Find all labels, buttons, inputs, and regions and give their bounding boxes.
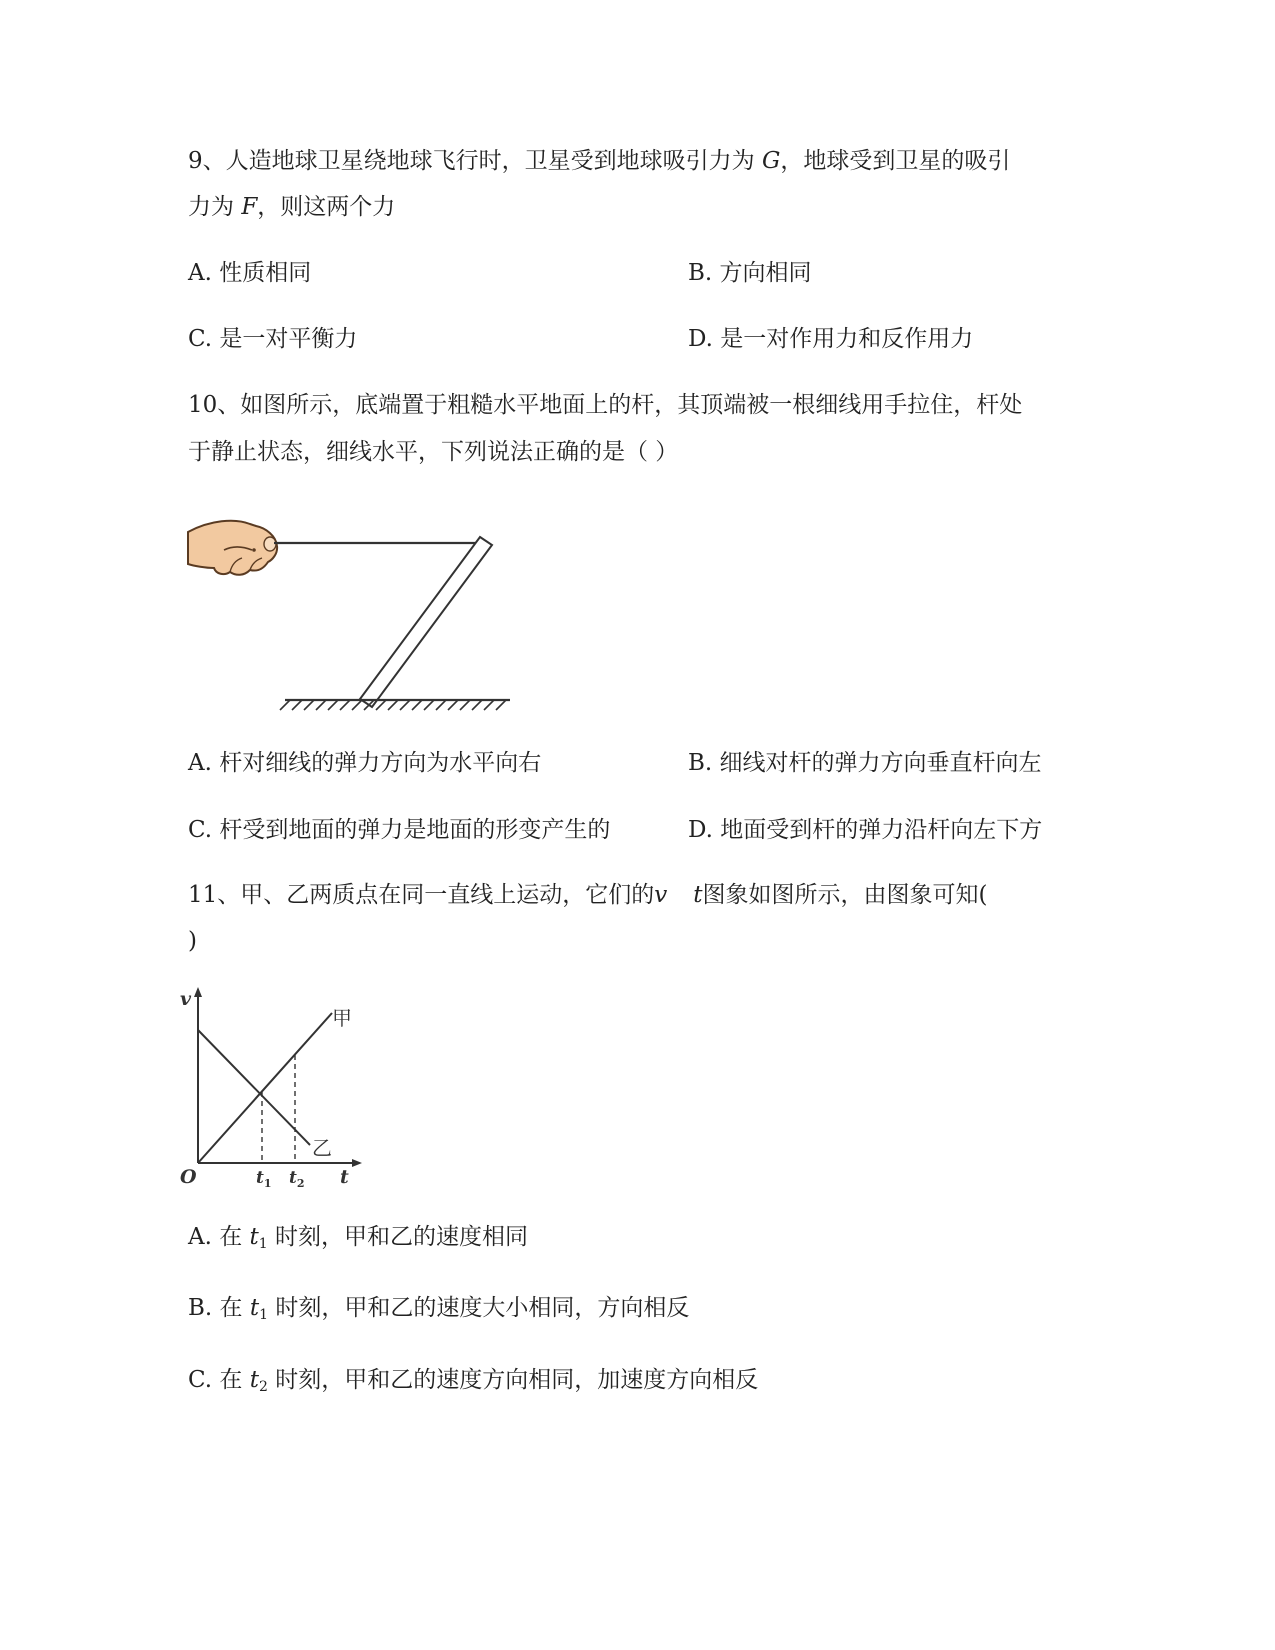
q9-stem-middle: ，地球受到卫星的吸引: [780, 148, 1011, 174]
q11-option-c-var: t: [249, 1367, 259, 1393]
q9-var-f: F: [241, 194, 258, 220]
q11-option-b-var: t: [249, 1295, 260, 1321]
q11-stem-line1: [188, 880, 988, 910]
q11-vt-graph: [180, 985, 380, 1200]
t-axis-arrow-icon: [352, 1159, 362, 1167]
rod: [360, 537, 492, 707]
q9-option-d[interactable]: D. 是一对作用力和反作用力: [688, 326, 974, 352]
q9-option-c[interactable]: C. 是一对平衡力: [188, 326, 358, 352]
q9-stem-line1: [188, 146, 1010, 176]
q11-option-c-sub: 2: [258, 1379, 268, 1395]
q11-var-v: v: [654, 882, 668, 908]
q10-stem-line1: 10、如图所示，底端置于粗糙水平地面上的杆，其顶端被一根细线用手拉住，杆处: [188, 392, 1023, 418]
q11-option-c[interactable]: [188, 1365, 758, 1402]
q11-var-t: t: [693, 882, 703, 908]
q11-option-c-prefix: C. 在: [188, 1367, 250, 1393]
q11-option-a[interactable]: [188, 1222, 528, 1259]
q10-option-b[interactable]: B. 细线对杆的弹力方向垂直杆向左: [688, 750, 1042, 776]
q9-var-g: G: [761, 148, 781, 174]
series-yi-label: 乙: [312, 1136, 332, 1160]
q11-option-b[interactable]: [188, 1293, 689, 1330]
t2-tick-label: $t_2$: [289, 1168, 305, 1190]
q11-stem-prefix: 11、甲、乙两质点在同一直线上运动，它们的: [188, 882, 655, 908]
q10-option-d[interactable]: D. 地面受到杆的弹力沿杆向左下方: [688, 817, 1043, 843]
q11-stem-suffix: 图象如图所示，由图象可知(: [702, 882, 988, 908]
axis-t-label: t: [340, 1166, 349, 1188]
q10-stem-line2: 于静止状态，细线水平，下列说法正确的是（ ）: [188, 439, 679, 465]
t1-tick-label: $t_1$: [256, 1168, 272, 1190]
axis-v-label: v: [180, 988, 192, 1010]
q11-option-b-sub: 1: [259, 1307, 269, 1323]
q11-option-c-suffix: 时刻，甲和乙的速度方向相同，加速度方向相反: [267, 1367, 759, 1393]
q11-option-b-prefix: B. 在: [188, 1295, 250, 1321]
hand-icon: [188, 521, 277, 575]
q9-option-a[interactable]: A. 性质相同: [188, 260, 312, 286]
ground-hatching: [280, 700, 506, 710]
q10-option-c[interactable]: C. 杆受到地面的弹力是地面的形变产生的: [188, 817, 611, 843]
q9-stem-prefix: 9、人造地球卫星绕地球飞行时，卫星受到地球吸引力为: [188, 148, 762, 174]
q11-option-a-suffix: 时刻，甲和乙的速度相同: [267, 1224, 529, 1250]
origin-label: O: [180, 1166, 197, 1188]
series-yi-line: [198, 1030, 310, 1145]
q11-option-b-suffix: 时刻，甲和乙的速度大小相同，方向相反: [268, 1295, 690, 1321]
q11-option-a-var: t: [249, 1224, 259, 1250]
v-axis-arrow-icon: [194, 987, 202, 997]
series-jia-label: 甲: [332, 1006, 352, 1030]
q11-stem-line2: ): [188, 928, 197, 954]
q11-option-a-prefix: A. 在: [188, 1224, 250, 1250]
q11-option-a-sub: 1: [258, 1236, 268, 1252]
q9-option-b[interactable]: B. 方向相同: [688, 260, 812, 286]
q10-figure-rod-and-hand: [180, 510, 540, 750]
q9-stem-line2: [188, 192, 395, 222]
q9-stem-line2-prefix: 力为: [188, 194, 242, 220]
q10-option-a[interactable]: A. 杆对细线的弹力方向为水平向右: [188, 750, 542, 776]
q9-stem-line2-suffix: ，则这两个力: [257, 194, 396, 220]
